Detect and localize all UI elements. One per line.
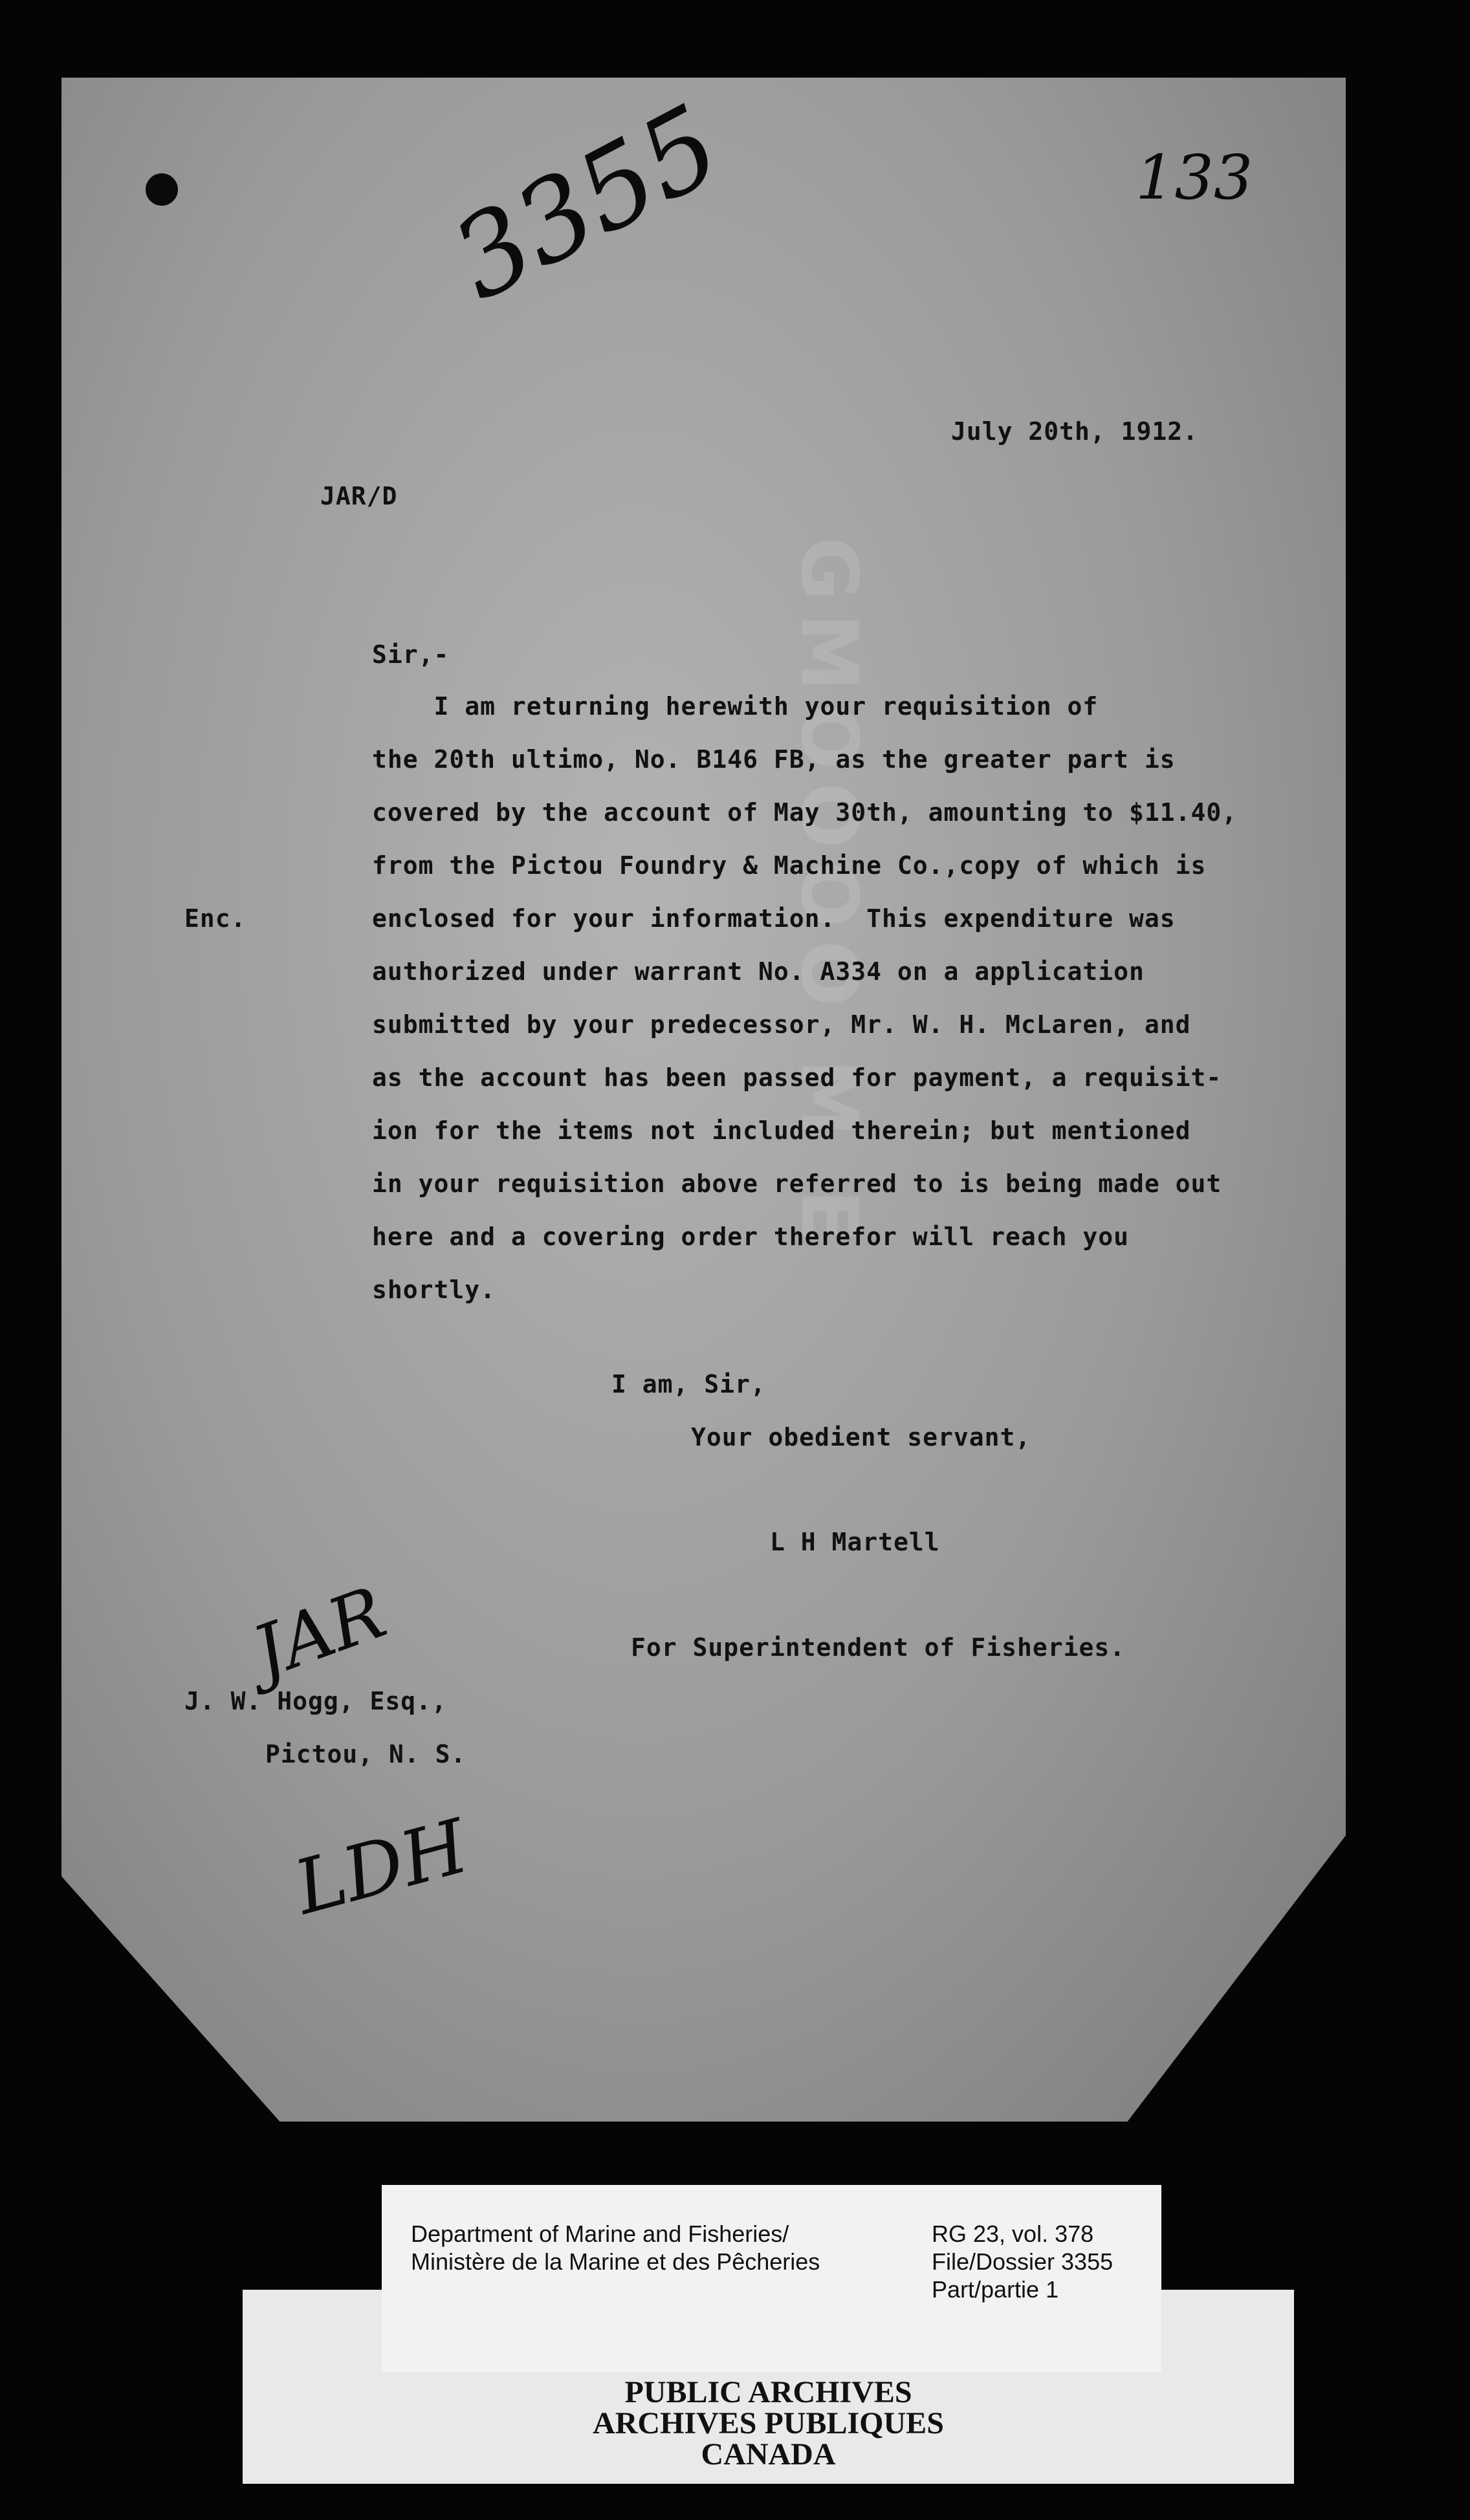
watermark-stamp: GMOOOO M E <box>784 537 873 1255</box>
salutation: Sir,- <box>372 640 450 669</box>
archives-country: CANADA <box>701 2437 836 2471</box>
department-fr: Ministère de la Marine et des Pêcheries <box>411 2248 820 2275</box>
handwritten-initials: JAR <box>242 1570 397 1695</box>
body-line: enclosed for your information. This expenditure was <box>372 904 1176 933</box>
body-line: ion for the items not included therein; but mentioned <box>372 1116 1191 1145</box>
archive-label <box>382 2185 1161 2373</box>
punch-hole <box>146 173 178 206</box>
body-line: as the account has been passed for payment, a requisit- <box>372 1063 1222 1092</box>
body-line: authorized under warrant No. A334 on a application <box>372 957 1145 986</box>
letter-sheet <box>61 78 1346 2122</box>
body-line: I am returning herewith your requisition of <box>372 692 1099 721</box>
archives-name-fr: ARCHIVES PUBLIQUES <box>593 2406 944 2440</box>
letter-date: July 20th, 1912. <box>951 417 1199 446</box>
enclosure-note: Enc. <box>184 904 247 933</box>
body-line: shortly. <box>372 1276 496 1304</box>
record-group: RG 23, vol. 378 <box>932 2221 1094 2247</box>
department-en: Department of Marine and Fisheries/ <box>411 2221 789 2247</box>
reference-code: JAR/D <box>320 482 398 510</box>
closing-line-2: Your obedient servant, <box>691 1423 1031 1451</box>
handwritten-page-number: 133 <box>1135 142 1253 213</box>
part-number: Part/partie 1 <box>932 2276 1059 2303</box>
handwritten-mark: LDH <box>286 1803 477 1932</box>
body-line: from the Pictou Foundry & Machine Co.,copy of which is <box>372 851 1207 880</box>
body-line: the 20th ultimo, No. B146 FB, as the greater part is <box>372 745 1176 774</box>
body-line: here and a covering order therefor will reach you <box>372 1222 1130 1251</box>
addressee-name: J. W. Hogg, Esq., <box>184 1687 447 1715</box>
body-line: in your requisition above referred to is being made out <box>372 1169 1222 1198</box>
archives-name-en: PUBLIC ARCHIVES <box>624 2375 912 2409</box>
body-line: submitted by your predecessor, Mr. W. H. McLaren, and <box>372 1010 1191 1039</box>
file-number: File/Dossier 3355 <box>932 2248 1113 2275</box>
closing-line-1: I am, Sir, <box>611 1370 766 1398</box>
addressee-place: Pictou, N. S. <box>265 1740 466 1768</box>
signature-title: For Superintendent of Fisheries. <box>631 1633 1126 1662</box>
body-line: covered by the account of May 30th, amounting to $11.40, <box>372 798 1238 827</box>
handwritten-file-number: 3355 <box>432 81 740 325</box>
signature-name: L H Martell <box>770 1528 940 1556</box>
